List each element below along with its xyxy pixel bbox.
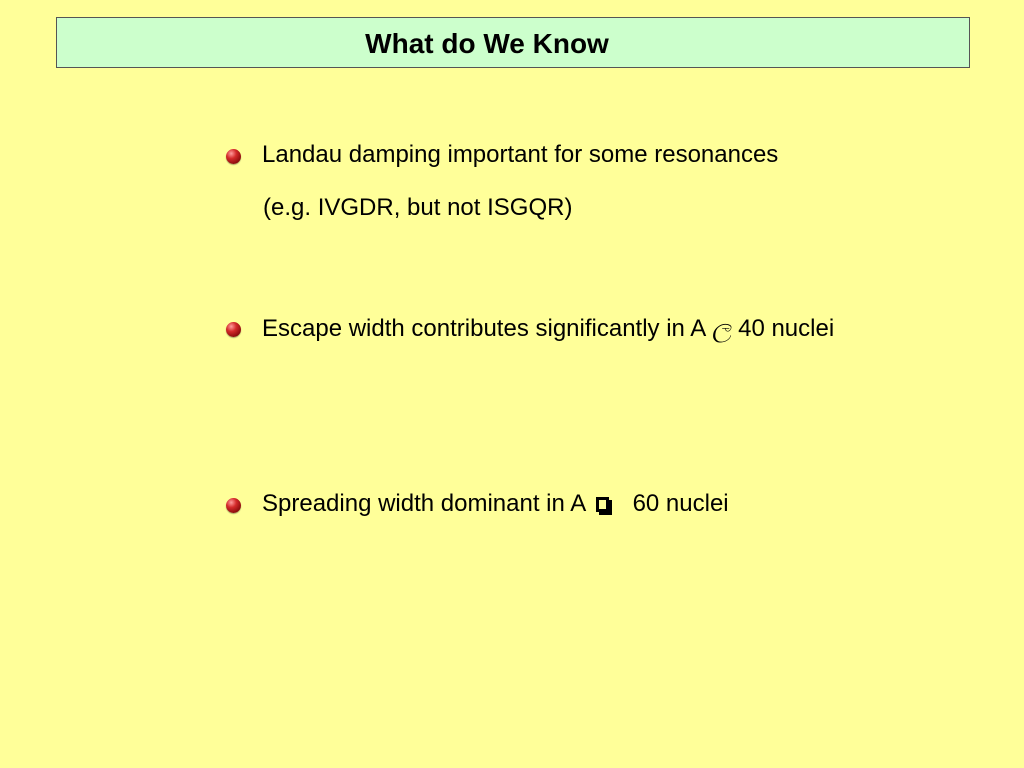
bullet-text-after: 60 nuclei (632, 490, 729, 517)
title-box (56, 17, 970, 68)
bullet-icon (226, 149, 241, 164)
bullet-text-after: 40 nuclei (731, 315, 835, 342)
bullet-text (262, 490, 729, 518)
approx-symbol: ල (711, 313, 732, 343)
box-symbol-icon (596, 497, 609, 512)
bullet-text: Landau damping important for some resonances (262, 141, 779, 168)
bullet-icon (226, 322, 241, 337)
bullet-icon (226, 498, 241, 513)
bullet-continuation: (e.g. IVGDR, but not ISGQR) (263, 194, 573, 221)
bullet-text-before: Spreading width dominant in A (262, 490, 592, 517)
bullet-text (262, 314, 834, 343)
bullet-text-before: Escape width contributes significantly in A (262, 315, 712, 342)
slide-title: What do We Know (365, 28, 609, 59)
